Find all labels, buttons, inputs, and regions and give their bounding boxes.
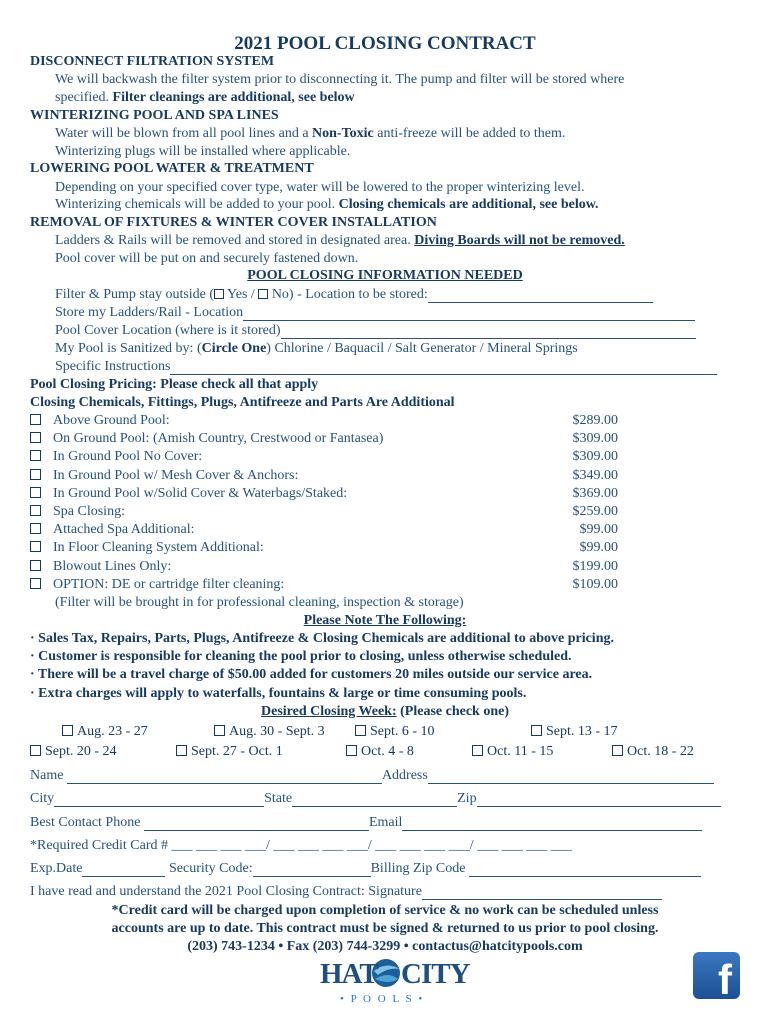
price-item-price: $309.00 <box>572 431 618 447</box>
ladders-location-field: Store my Ladders/Rail - Location <box>55 305 695 321</box>
pricing-subheading: Closing Chemicals, Fittings, Plugs, Antifreeze and Parts Are Additional <box>30 395 455 410</box>
billing-zip-line[interactable] <box>469 863 701 877</box>
week-checkbox[interactable] <box>176 745 187 756</box>
price-item-label: Blowout Lines Only: <box>53 558 172 574</box>
section-heading-removal: REMOVAL OF FIXTURES & WINTER COVER INSTALLATION <box>30 215 437 230</box>
zip-line[interactable] <box>477 793 721 807</box>
price-item-label: In Ground Pool w/Solid Cover & Waterbags/Staked: <box>53 485 348 501</box>
week-label: Sept. 6 - 10 <box>370 724 435 739</box>
price-item-price: $309.00 <box>572 449 618 465</box>
logo-text-city: CITY <box>401 958 470 990</box>
section-text: Winterizing plugs will be installed where applicable. <box>55 144 351 159</box>
price-checkbox[interactable] <box>30 450 41 461</box>
price-item <box>30 486 630 504</box>
footer-contact: (203) 743-1234 • Fax (203) 744-3299 • contactus@hatcitypools.com <box>187 939 583 954</box>
price-item-price: $99.00 <box>579 540 618 556</box>
week-checkbox[interactable] <box>472 745 483 756</box>
ladders-location-line[interactable] <box>243 307 695 321</box>
week-label: Sept. 13 - 17 <box>546 724 618 739</box>
phone-email-row: Best Contact Phone Email <box>30 815 702 831</box>
price-item-price: $289.00 <box>572 413 618 428</box>
price-item-label: Spa Closing: <box>53 504 125 519</box>
note-item: · Sales Tax, Repairs, Parts, Plugs, Antifreeze & Closing Chemicals are additional to above pricing. <box>30 631 614 646</box>
price-item-label: OPTION: DE or cartridge filter cleaning: <box>53 576 285 592</box>
price-item <box>30 449 630 467</box>
closing-week-heading: Desired Closing Week: (Please check one) <box>261 704 509 719</box>
section-heading-filtration: DISCONNECT FILTRATION SYSTEM <box>30 54 275 69</box>
page-title: 2021 POOL CLOSING CONTRACT <box>234 33 536 54</box>
section-text: Winterizing chemicals will be added to your pool. Closing chemicals are additional, see below. <box>55 197 599 212</box>
price-item <box>30 522 630 540</box>
price-checkbox[interactable] <box>30 505 41 516</box>
logo-text-hat: HAT <box>320 958 378 990</box>
no-checkbox[interactable] <box>258 289 268 299</box>
section-heading-winterizing: WINTERIZING POOL AND SPA LINES <box>30 108 279 123</box>
price-checkbox[interactable] <box>30 432 41 443</box>
week-label: Sept. 20 - 24 <box>45 744 117 759</box>
section-text: Water will be blown from all pool lines and a Non-Toxic anti-freeze will be added to them. <box>55 126 566 141</box>
pricing-footnote: (Filter will be brought in for professional cleaning, inspection & storage) <box>55 595 464 610</box>
closing-week-option[interactable] <box>62 724 148 740</box>
price-item-label: On Ground Pool: (Amish Country, Crestwood or Fantasea) <box>53 431 384 447</box>
specific-instructions-line[interactable] <box>170 361 717 375</box>
note-item: · Extra charges will apply to waterfalls, fountains & large or time consuming pools. <box>30 686 527 701</box>
price-item <box>30 468 630 486</box>
phone-line[interactable] <box>144 817 369 831</box>
credit-card-blanks[interactable]: ___ ___ ___ ___/ ___ ___ ___ ___/ ___ ___ ___ ___/ ___ ___ ___ ___ <box>171 838 572 853</box>
price-item-label: In Ground Pool No Cover: <box>53 449 203 465</box>
price-checkbox[interactable] <box>30 414 41 425</box>
yes-checkbox[interactable] <box>214 289 224 299</box>
price-item <box>30 540 630 558</box>
week-label: Aug. 23 - 27 <box>77 724 148 739</box>
week-label: Aug. 30 - Sept. 3 <box>229 724 325 739</box>
closing-week-option[interactable] <box>30 744 117 760</box>
pricing-heading: Pool Closing Pricing: Please check all that apply <box>30 377 319 392</box>
price-item-price: $349.00 <box>572 467 618 483</box>
section-text: We will backwash the filter system prior to disconnecting it. The pump and filter will be stored where <box>55 72 625 87</box>
logo-text-pools: • P O O L S • <box>340 993 425 1005</box>
email-line[interactable] <box>402 817 702 831</box>
week-label: Sept. 27 - Oct. 1 <box>191 744 283 759</box>
price-checkbox[interactable] <box>30 523 41 534</box>
address-line[interactable] <box>428 770 714 784</box>
info-heading: POOL CLOSING INFORMATION NEEDED <box>247 268 523 283</box>
name-line[interactable] <box>67 770 382 784</box>
security-code-line[interactable] <box>253 863 371 877</box>
closing-week-option[interactable] <box>472 744 553 760</box>
facebook-icon[interactable]: f <box>693 952 740 999</box>
week-checkbox[interactable] <box>62 725 73 736</box>
price-item <box>30 431 630 449</box>
note-item: · Customer is responsible for cleaning the pool prior to closing, unless otherwise scheduled. <box>30 649 572 664</box>
credit-card-row: *Required Credit Card # ___ ___ ___ ___/ ___ ___ ___ ___/ ___ ___ ___ ___/ ___ ___ ___ ___ <box>30 838 572 853</box>
specific-instructions-field: Specific Instructions <box>55 359 717 375</box>
name-address-row: Name Address <box>30 768 714 784</box>
week-checkbox[interactable] <box>214 725 225 736</box>
closing-week-option[interactable] <box>612 744 694 760</box>
week-label: Oct. 4 - 8 <box>361 744 414 759</box>
price-checkbox[interactable] <box>30 560 41 571</box>
week-checkbox[interactable] <box>355 725 366 736</box>
price-item <box>30 504 630 522</box>
price-item-price: $369.00 <box>572 485 618 501</box>
closing-week-row <box>0 744 770 762</box>
section-heading-lowering: LOWERING POOL WATER & TREATMENT <box>30 161 314 176</box>
closing-week-option[interactable] <box>176 744 283 760</box>
cover-location-field: Pool Cover Location (where is it stored) <box>55 323 696 339</box>
section-text: Depending on your specified cover type, water will be lowered to the proper winterizing level. <box>55 180 585 195</box>
price-checkbox[interactable] <box>30 469 41 480</box>
closing-week-option[interactable] <box>355 724 435 740</box>
price-checkbox[interactable] <box>30 541 41 552</box>
closing-week-row <box>0 724 770 742</box>
storage-location-line[interactable] <box>428 289 653 303</box>
price-item <box>30 577 630 595</box>
hat-city-pools-logo <box>318 951 470 1011</box>
price-checkbox[interactable] <box>30 578 41 589</box>
price-item-price: $109.00 <box>572 576 618 592</box>
price-item-label: Attached Spa Additional: <box>53 522 195 538</box>
week-checkbox[interactable] <box>346 745 357 756</box>
closing-week-option[interactable] <box>531 724 618 740</box>
price-item-label: In Floor Cleaning System Additional: <box>53 540 264 556</box>
section-text: Ladders & Rails will be removed and stored in designated area. Diving Boards will not be removed. <box>55 233 625 248</box>
city-state-zip-row: City State Zip <box>30 791 721 807</box>
price-item <box>30 559 630 577</box>
price-item-label: In Ground Pool w/ Mesh Cover & Anchors: <box>53 467 299 483</box>
notes-heading: Please Note The Following: <box>303 613 467 628</box>
cover-location-line[interactable] <box>281 325 696 339</box>
price-item-price: $99.00 <box>579 522 618 538</box>
price-item-price: $199.00 <box>572 558 618 574</box>
price-checkbox[interactable] <box>30 487 41 498</box>
filter-pump-field: Filter & Pump stay outside ( Yes / No) - Location to be stored: <box>55 287 653 303</box>
week-checkbox[interactable] <box>531 725 542 736</box>
week-checkbox[interactable] <box>612 745 623 756</box>
week-label: Oct. 18 - 22 <box>627 744 694 759</box>
closing-week-option[interactable] <box>214 724 325 740</box>
price-item-label: Above Ground Pool: <box>53 413 170 428</box>
city-line[interactable] <box>54 793 264 807</box>
week-label: Oct. 11 - 15 <box>487 744 554 759</box>
note-item: · There will be a travel charge of $50.00 added for customers 20 miles outside our service area. <box>30 667 593 682</box>
closing-week-option[interactable] <box>346 744 414 760</box>
exp-security-billing-row: Exp.Date Security Code: Billing Zip Code <box>30 861 701 877</box>
week-checkbox[interactable] <box>30 745 41 756</box>
footer-line: accounts are up to date. This contract must be signed & returned to us prior to pool closing. <box>111 921 659 936</box>
signature-row: I have read and understand the 2021 Pool Closing Contract: Signature <box>30 884 662 900</box>
state-line[interactable] <box>292 793 457 807</box>
signature-line[interactable] <box>422 886 662 900</box>
sanitized-field: My Pool is Sanitized by: (Circle One) Chlorine / Baquacil / Salt Generator / Mineral Springs <box>55 341 578 356</box>
section-text: Pool cover will be put on and securely fastened down. <box>55 251 359 266</box>
price-item-price: $259.00 <box>572 504 618 519</box>
footer-line: *Credit card will be charged upon completion of service & no work can be scheduled unless <box>111 903 659 918</box>
section-text: specified. Filter cleanings are additional, see below <box>55 90 355 105</box>
exp-date-line[interactable] <box>82 863 165 877</box>
price-item <box>30 413 630 431</box>
